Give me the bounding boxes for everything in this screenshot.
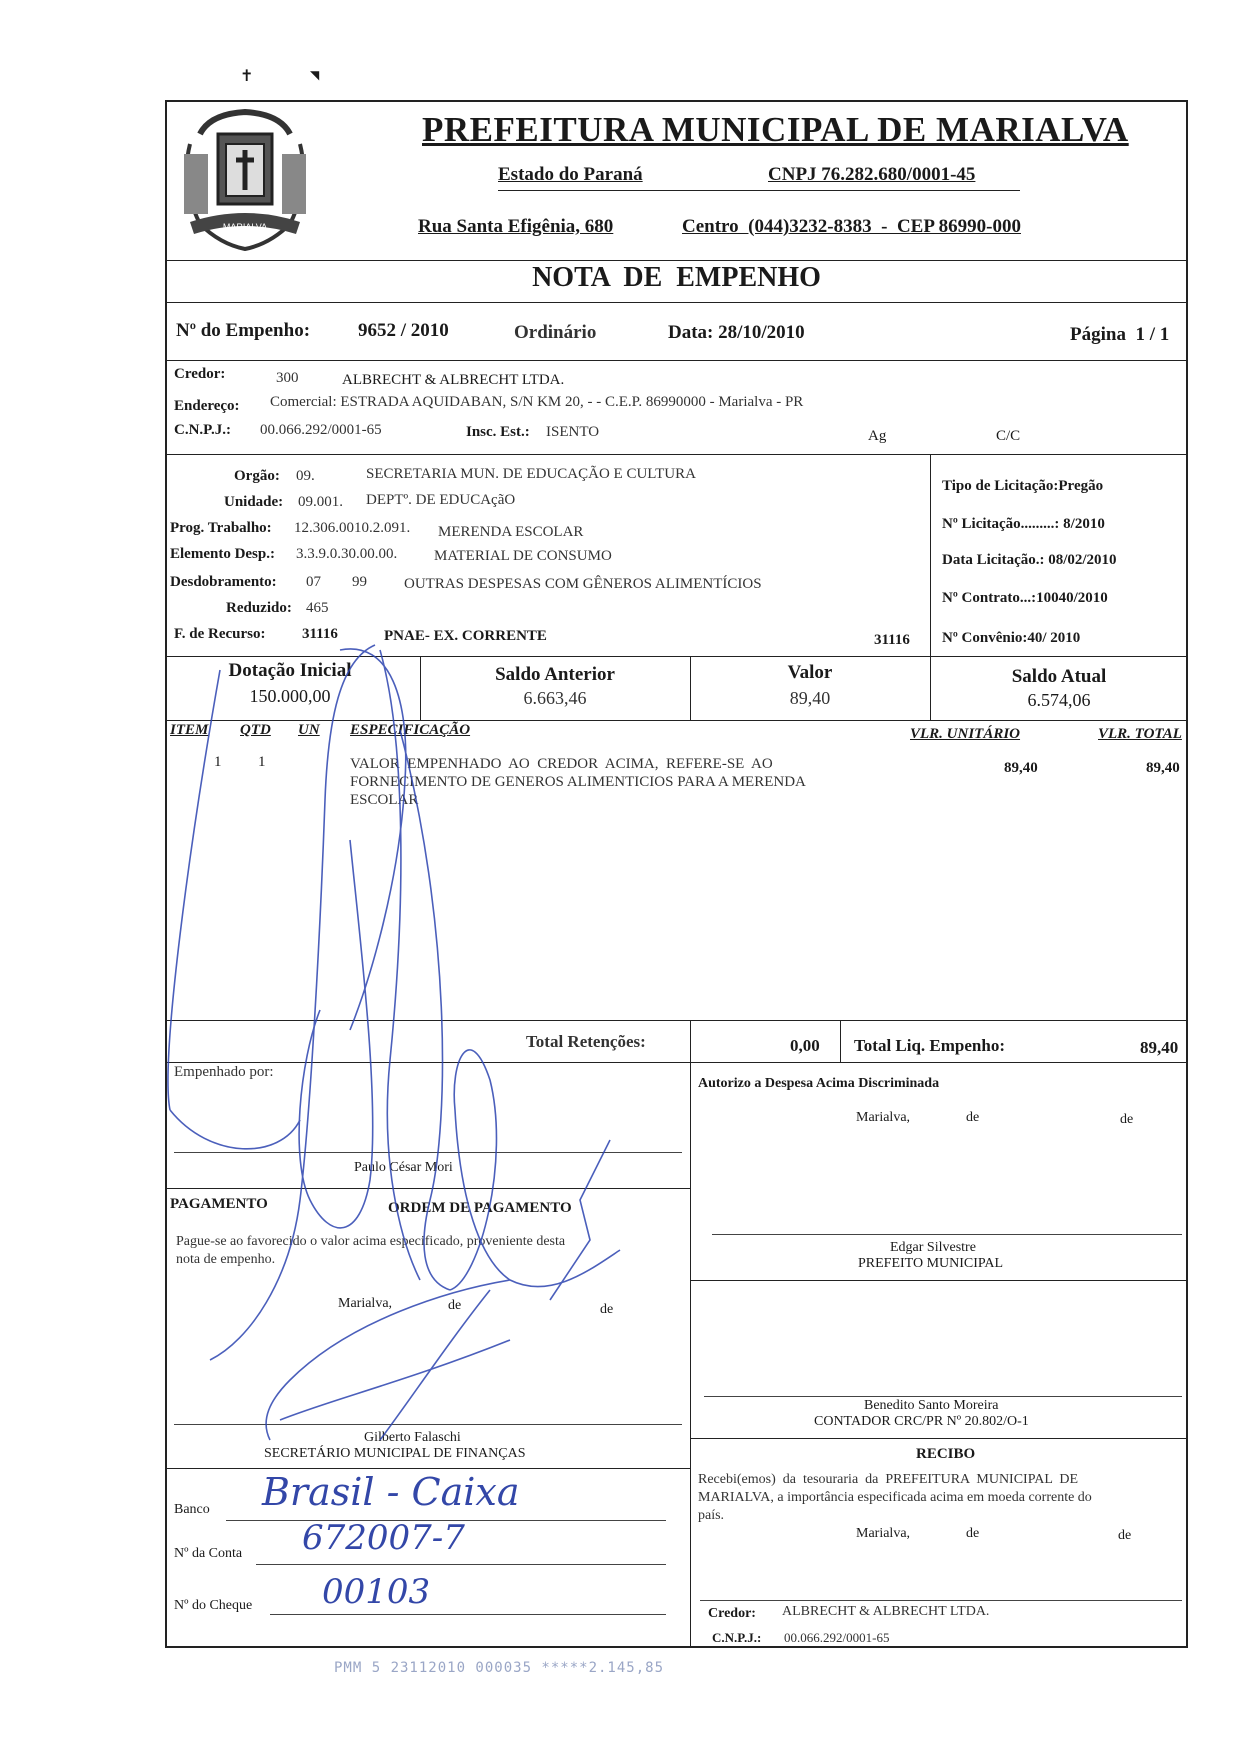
recibo-credor-value: ALBRECHT & ALBRECHT LTDA. [782,1604,990,1619]
divider-vertical [840,1020,841,1062]
item-total-value: 89,40 [1146,760,1180,776]
banco-value: Brasil - Caixa [262,1470,520,1514]
mechanical-stamp: PMM 5 23112010 000035 *****2.145,85 [334,1660,665,1676]
elemento-code: 3.3.9.0.30.00.00. [296,546,398,562]
item-spec-line: ESCOLAR [350,792,419,808]
pagamento-title: PAGAMENTO [170,1196,268,1212]
autorizo-signer: Edgar Silvestre [890,1240,976,1255]
pagamento-signer: Gilberto Falaschi [364,1430,461,1445]
orgao-value: SECRETARIA MUN. DE EDUCAÇÃO E CULTURA [366,466,696,482]
signature-line [700,1600,1182,1601]
pagamento-text: Pague-se ao favorecido o valor acima especificado, proveniente desta [176,1234,566,1249]
recibo-de: de [1118,1528,1132,1543]
cnpj-label: CNPJ 76.282.680/0001-45 [768,164,976,185]
liquido-value: 89,40 [1140,1038,1179,1057]
scan-mark: ◥ [310,68,320,82]
document-title: NOTA DE EMPENHO [532,262,821,293]
contador-role: CONTADOR CRC/PR Nº 20.802/O-1 [814,1414,1029,1429]
pagamento-role: SECRETÁRIO MUNICIPAL DE FINANÇAS [264,1446,526,1461]
credor-label: Credor: [174,366,226,382]
credor-code: 300 [276,370,299,386]
dotacao-label: Dotação Inicial [228,660,352,681]
saldo-atual-value: 6.574,06 [1027,690,1091,710]
pagamento-de: de [448,1298,462,1313]
divider [165,720,1188,721]
signature-line [712,1234,1182,1235]
reduzido-label: Reduzido: [226,600,292,616]
valor-label: Valor [787,662,833,683]
cnpj-credor-value: 00.066.292/0001-65 [260,422,382,438]
recibo-cnpj-label: C.N.P.J.: [712,1630,762,1645]
banco-label: Banco [174,1502,210,1517]
state-underline [498,190,1020,191]
numero-licitacao: Nº Licitação.........: 8/2010 [942,516,1105,532]
coat-of-arms-icon [170,104,320,254]
unidade-value: DEPTº. DE EDUCAçãO [366,492,516,508]
divider [165,1020,1188,1021]
empenho-type: Ordinário [514,322,597,343]
page-number: Página 1 / 1 [1070,324,1170,345]
item-spec-line: VALOR EMPENHADO AO CREDOR ACIMA, REFERE-SE AO [350,756,773,772]
col-un: UN [298,722,320,738]
autorizo-de: de [966,1110,980,1125]
insc-label: Insc. Est.: [466,424,530,440]
conta-line [256,1564,666,1565]
item-spec-line: FORNECIMENTO DE GENEROS ALIMENTICIOS PARA A MERENDA [350,774,806,790]
divider [690,1438,1188,1439]
conta-label: Nº da Conta [174,1546,243,1561]
scan-mark: ✝ [240,68,254,85]
desdobramento-value: OUTRAS DESPESAS COM GÊNEROS ALIMENTÍCIOS [404,576,762,592]
credor-name: ALBRECHT & ALBRECHT LTDA. [342,372,565,388]
dotacao-value: 150.000,00 [249,686,331,706]
numero-contrato: Nº Contrato...:10040/2010 [942,590,1108,606]
fonte-code-right: 31116 [874,632,910,648]
retencoes-label: Total Retenções: [526,1032,646,1051]
cheque-value: 00103 [322,1572,431,1612]
autorizo-title: Autorizo a Despesa Acima Discriminada [698,1076,940,1091]
divider [165,454,1188,455]
address-label: Rua Santa Efigênia, 680 [418,216,614,237]
col-spec: ESPECIFICAÇÃO [350,722,471,738]
pagamento-de: de [600,1302,614,1317]
divider [165,360,1188,361]
divider [165,260,1188,261]
recibo-cnpj-value: 00.066.292/0001-65 [784,1630,890,1645]
numero-convenio: Nº Convênio:40/ 2010 [942,630,1081,646]
divider [165,1188,691,1189]
orgao-label: Orgão: [234,468,280,484]
fonte-code: 31116 [302,626,338,642]
divider [165,1468,691,1469]
unidade-code: 09.001. [298,494,343,510]
saldo-atual-label: Saldo Atual [1011,666,1107,687]
saldo-anterior-label: Saldo Anterior [495,664,615,685]
elemento-label: Elemento Desp.: [170,546,275,562]
liquido-label: Total Liq. Empenho: [854,1036,1005,1055]
saldo-anterior-value: 6.663,46 [523,688,587,708]
signature-line [704,1396,1182,1397]
state-label: Estado do Paraná [498,164,643,185]
recibo-text: Recebi(emos) da tesouraria da PREFEITURA MUNICIPAL DE [698,1472,1079,1487]
insc-value: ISENTO [546,424,600,440]
empenho-date: Data: 28/10/2010 [668,322,805,343]
divider [165,1062,1188,1063]
signature-line [174,1152,682,1153]
endereco-value: Comercial: ESTRADA AQUIDABAN, S/N KM 20, - - C.E.P. 86990000 - Marialva - PR [270,394,804,410]
prog-label: Prog. Trabalho: [170,520,272,536]
prog-code: 12.306.0010.2.091. [294,520,411,536]
empenho-label: Nº do Empenho: [176,320,311,341]
col-unit-value: VLR. UNITÁRIO [910,726,1021,742]
conta-value: 672007-7 [302,1518,465,1558]
desdobramento-sub: 99 [352,574,367,590]
reduzido-value: 465 [306,600,329,616]
autorizo-city: Marialva, [856,1110,911,1125]
orgao-code: 09. [296,468,315,484]
empenho-number: 9652 / 2010 [358,320,449,341]
col-item: ITEM [170,722,209,738]
valor-value: 89,40 [789,688,831,708]
page-title: PREFEITURA MUNICIPAL DE MARIALVA [422,110,1129,149]
recibo-credor-label: Credor: [708,1606,756,1621]
cheque-label: Nº do Cheque [174,1598,253,1613]
divider-vertical [690,1020,691,1062]
contador-signer: Benedito Santo Moreira [864,1398,999,1413]
cheque-line [270,1614,666,1615]
pagamento-text: nota de empenho. [176,1252,276,1267]
empenhado-label: Empenhado por: [174,1064,274,1080]
endereco-label: Endereço: [174,398,240,414]
divider [165,656,1188,657]
recibo-text: país. [698,1508,725,1523]
divider-vertical [930,454,931,656]
ordem-pagamento-title: ORDEM DE PAGAMENTO [388,1200,572,1216]
desdobramento-label: Desdobramento: [170,574,277,590]
signature-line [174,1424,682,1425]
svg-text:MARIALVA: MARIALVA [222,222,268,232]
conta-corrente-label: C/C [996,428,1021,444]
desdobramento-code: 07 [306,574,321,590]
recibo-title: RECIBO [916,1446,976,1462]
fonte-value: PNAE- EX. CORRENTE [384,628,547,644]
retencoes-value: 0,00 [790,1036,820,1055]
agencia-label: Ag [868,428,887,444]
contact-label: Centro (044)3232-8383 - CEP 86990-000 [682,216,1021,237]
fonte-label: F. de Recurso: [174,626,266,642]
autorizo-de: de [1120,1112,1134,1127]
recibo-text: MARIALVA, a importância especificada acima em moeda corrente do [698,1490,1092,1505]
empenhado-signer: Paulo César Mori [354,1160,453,1175]
data-licitacao: Data Licitação.: 08/02/2010 [942,552,1117,568]
divider-vertical [690,1062,691,1646]
elemento-value: MATERIAL DE CONSUMO [434,548,612,564]
cnpj-credor-label: C.N.P.J.: [174,422,231,438]
pagamento-city: Marialva, [338,1296,393,1311]
recibo-de: de [966,1526,980,1541]
item-qty: 1 [258,754,266,770]
unidade-label: Unidade: [224,494,284,510]
prog-value: MERENDA ESCOLAR [438,524,584,540]
autorizo-role: PREFEITO MUNICIPAL [858,1256,1004,1271]
item-number: 1 [214,754,222,770]
col-qtd: QTD [240,722,271,738]
col-total-value: VLR. TOTAL [1098,726,1182,742]
tipo-licitacao: Tipo de Licitação:Pregão [942,478,1104,494]
recibo-city: Marialva, [856,1526,911,1541]
divider [165,302,1188,303]
item-unit-value: 89,40 [1004,760,1038,776]
divider [690,1280,1188,1281]
